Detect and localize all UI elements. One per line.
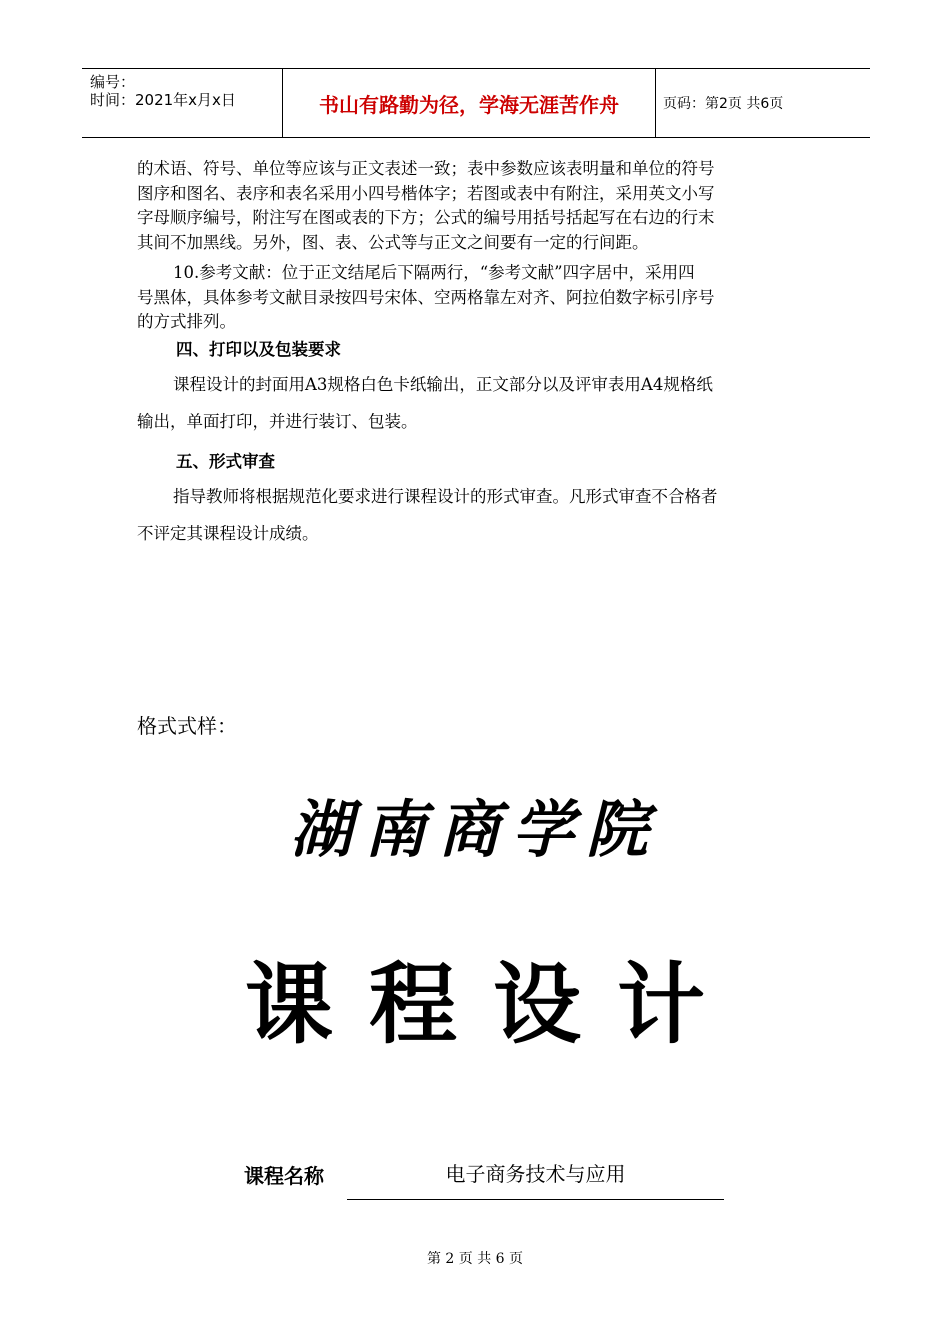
page-footer: 第 2 页 共 6 页 xyxy=(426,1251,524,1267)
section-heading: 四、打印以及包装要求 xyxy=(176,340,341,359)
header-divider xyxy=(655,69,656,137)
page-header xyxy=(82,68,870,138)
text-line: 字母顺序编号，附注写在图或表的下方；公式的编号用括号括起写在右边的行末 xyxy=(137,208,715,227)
paragraph-10 xyxy=(137,261,817,335)
course-name-label: 课程名称 xyxy=(244,1164,324,1188)
text-line: 指导教师将根据规范化要求进行课程设计的形式审查。凡形式审查不合格者 xyxy=(173,487,718,506)
section-body xyxy=(137,478,817,552)
header-meta xyxy=(90,73,236,109)
header-motto: 书山有路勤为径，学海无涯苦作舟 xyxy=(319,92,619,117)
text-line: 号黑体，具体参考文献目录按四号宋体、空两格靠左对齐、阿拉伯数字标引序号 xyxy=(137,287,715,307)
header-page-info: 页码：第2页 共6页 xyxy=(663,96,784,112)
text-line: 不评定其课程设计成绩。 xyxy=(137,524,319,543)
text-line: 的方式排列。 xyxy=(137,312,236,331)
course-name-value: 电子商务技术与应用 xyxy=(445,1162,626,1186)
text-line: 图序和图名、表序和表名采用小四号楷体字；若图或表中有附注，采用英文小写 xyxy=(137,183,715,203)
cover-title: 课程设计 xyxy=(244,953,741,1056)
section-body xyxy=(137,366,817,440)
section-heading: 五、形式审查 xyxy=(176,452,275,471)
number-label: 编号： xyxy=(90,73,136,91)
course-underline xyxy=(347,1199,724,1200)
sample-label: 格式式样： xyxy=(137,714,237,738)
paragraph-9 xyxy=(137,157,817,255)
time-label: 时间：2021年x月x日 xyxy=(90,91,236,109)
school-name: 湖南商学院 xyxy=(289,793,660,866)
text-line: 10.参考文献：位于正文结尾后下隔两行，“参考文献”四字居中，采用四 xyxy=(173,263,695,282)
text-line: 课程设计的封面用A3规格白色卡纸输出，正文部分以及评审表用A4规格纸 xyxy=(173,375,713,394)
text-line: 输出，单面打印，并进行装订、包装。 xyxy=(137,412,418,431)
text-line: 其间不加黑线。另外，图、表、公式等与正文之间要有一定的行间距。 xyxy=(137,232,649,252)
text-line: 的术语、符号、单位等应该与正文表述一致；表中参数应该表明量和单位的符号 xyxy=(137,159,715,178)
